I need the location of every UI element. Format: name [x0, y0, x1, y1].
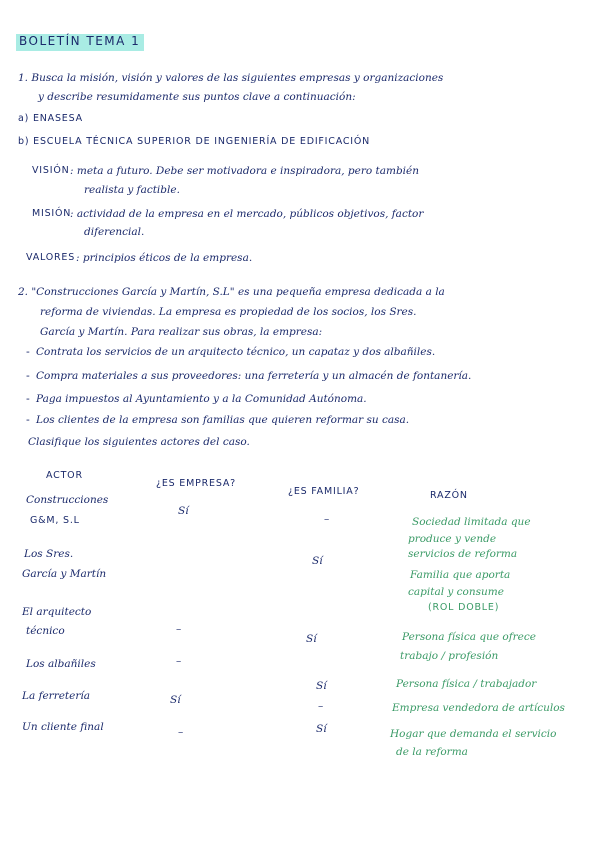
- mision-line2: diferencial.: [84, 226, 145, 238]
- q1-line2: y describe resumidamente sus puntos clave a continuación:: [38, 91, 356, 103]
- bullet-dash: -: [26, 370, 30, 382]
- header-empresa: ¿ES EMPRESA?: [156, 478, 236, 489]
- q2-classify: Clasifique los siguientes actores del caso.: [28, 436, 250, 448]
- row5-empresa: Sí: [170, 694, 181, 706]
- page-title: BOLETÍN TEMA 1: [19, 34, 141, 48]
- vision-label: VISIÓN: [32, 165, 70, 176]
- row1-razon-line2: produce y vende: [408, 533, 497, 545]
- q2-bullet-2: Compra materiales a sus proveedores: una ferretería y un almacén de fontanería.: [36, 370, 472, 382]
- row2-familia: Sí: [312, 555, 323, 567]
- row4-empresa: –: [176, 655, 182, 667]
- row6-familia: Sí: [316, 723, 327, 735]
- row4-familia: Sí: [316, 680, 327, 692]
- row6-empresa: –: [178, 726, 184, 738]
- mision-label: MISIÓN: [32, 208, 72, 219]
- row3-empresa: –: [176, 623, 182, 635]
- row1-razon-line1: Sociedad limitada que: [412, 516, 531, 528]
- bullet-dash: -: [26, 414, 30, 426]
- vision-line2: realista y factible.: [84, 184, 180, 196]
- q1-item-a: a) ENASESA: [18, 113, 83, 124]
- row6-razon-line1: Hogar que demanda el servicio: [390, 728, 557, 740]
- mision-line1: : actividad de la empresa en el mercado, públicos objetivos, factor: [70, 208, 424, 220]
- row2-razon-line1: Familia que aporta: [410, 569, 511, 581]
- row3-razon-line1: Persona física que ofrece: [402, 631, 536, 643]
- bullet-dash: -: [26, 393, 30, 405]
- row1-empresa: Sí: [178, 505, 189, 517]
- row4-razon-line1: Persona física / trabajador: [396, 678, 537, 690]
- row6-razon-line2: de la reforma: [396, 746, 468, 758]
- q2-bullet-3: Paga impuestos al Ayuntamiento y a la Comunidad Autónoma.: [36, 393, 367, 405]
- row2-actor-line2: García y Martín: [22, 568, 107, 580]
- row5-familia: –: [318, 700, 324, 712]
- row4-actor-line1: Los albañiles: [26, 658, 96, 670]
- q2-line1: 2. "Construcciones García y Martín, S.L" es una pequeña empresa dedicada a la: [18, 286, 445, 298]
- q2-line2: reforma de viviendas. La empresa es propiedad de los socios, los Sres.: [40, 306, 417, 318]
- vision-line1: : meta a futuro. Debe ser motivadora e inspiradora, pero también: [70, 165, 420, 177]
- valores-line1: : principios éticos de la empresa.: [76, 252, 253, 264]
- q2-bullet-1: Contrata los servicios de un arquitecto técnico, un capataz y dos albañiles.: [36, 346, 436, 358]
- row2-razon-line3: (ROL DOBLE): [428, 602, 500, 613]
- header-razon: RAZÓN: [430, 490, 468, 501]
- bullet-dash: -: [26, 346, 30, 358]
- row1-actor-line1: Construcciones: [26, 494, 109, 506]
- q2-line3: García y Martín. Para realizar sus obras, la empresa:: [40, 326, 323, 338]
- row2-actor-line1: Los Sres.: [24, 548, 74, 560]
- row1-familia: –: [324, 513, 330, 525]
- row3-actor-line2: técnico: [26, 625, 65, 637]
- row1-razon-line3: servicios de reforma: [408, 548, 518, 560]
- row3-actor-line1: El arquitecto: [22, 606, 92, 618]
- row2-razon-line2: capital y consume: [408, 586, 504, 598]
- row3-razon-line2: trabajo / profesión: [400, 650, 499, 662]
- row5-actor-line1: La ferretería: [22, 690, 90, 702]
- row1-actor-line2: G&M, S.L: [30, 515, 80, 526]
- q1-item-b: b) ESCUELA TÉCNICA SUPERIOR DE INGENIERÍA DE EDIFICACIÓN: [18, 136, 371, 147]
- row3-familia: Sí: [306, 633, 317, 645]
- valores-label: VALORES: [26, 252, 76, 263]
- row6-actor-line1: Un cliente final: [22, 721, 104, 733]
- row5-razon-line1: Empresa vendedora de artículos: [392, 702, 565, 714]
- q2-bullet-4: Los clientes de la empresa son familias que quieren reformar su casa.: [36, 414, 410, 426]
- q1-line1: 1. Busca la misión, visión y valores de las siguientes empresas y organizaciones: [18, 72, 444, 84]
- header-familia: ¿ES FAMILIA?: [288, 486, 360, 497]
- header-actor: ACTOR: [46, 470, 83, 481]
